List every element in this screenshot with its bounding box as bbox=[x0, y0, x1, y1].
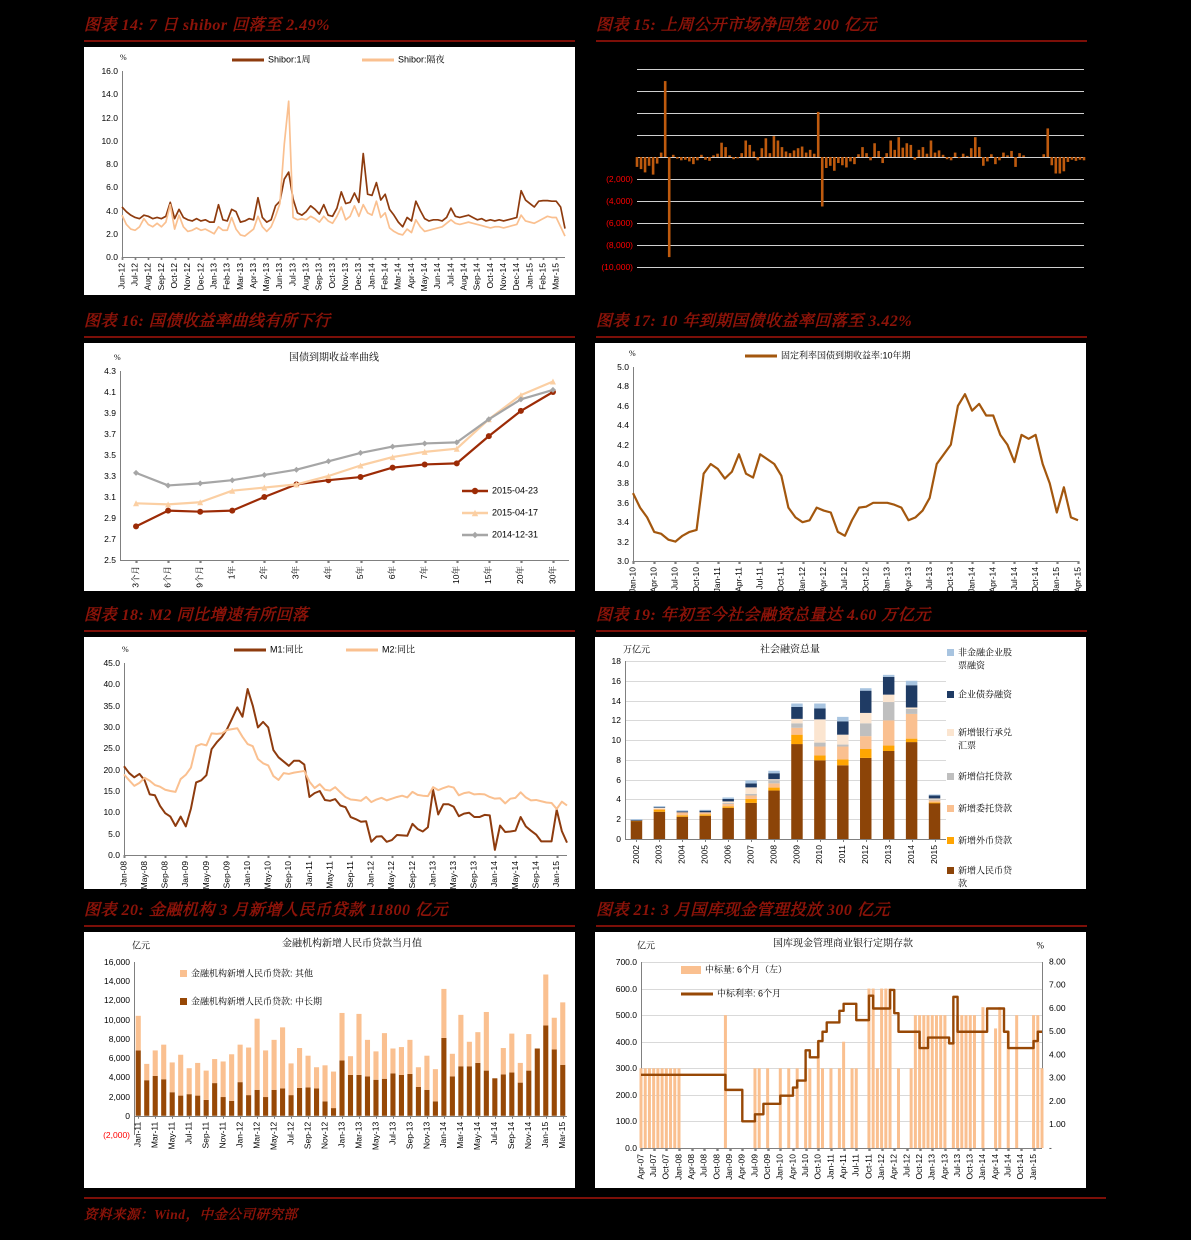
figure-19-title: 图表 19: 年初至今社会融资总量达 4.60 万亿元 bbox=[596, 607, 931, 624]
figure-19-chart-canvas bbox=[595, 637, 1086, 889]
figure-16-chart-canvas bbox=[84, 343, 575, 591]
figure-14-underline bbox=[84, 40, 575, 42]
figure-19-underline bbox=[596, 630, 1087, 632]
figure-21-underline bbox=[596, 925, 1087, 927]
figure-18-title: 图表 18: M2 同比增速有所回落 bbox=[84, 607, 309, 624]
figure-15-chart-canvas bbox=[595, 47, 1086, 295]
figure-20-underline bbox=[84, 925, 575, 927]
figure-16-title: 图表 16: 国债收益率曲线有所下行 bbox=[84, 313, 331, 330]
figure-14-chart-canvas bbox=[84, 47, 575, 295]
figure-20-title: 图表 20: 金融机构 3 月新增人民币贷款 11800 亿元 bbox=[84, 902, 448, 919]
figure-15-title: 图表 15: 上周公开市场净回笼 200 亿元 bbox=[596, 17, 877, 34]
figure-17-underline bbox=[596, 336, 1087, 338]
figure-14-title: 图表 14: 7 日 shibor 回落至 2.49% bbox=[84, 17, 330, 34]
figure-21-chart-canvas bbox=[595, 932, 1086, 1188]
figure-16-underline bbox=[84, 336, 575, 338]
figure-17-title: 图表 17: 10 年到期国债收益率回落至 3.42% bbox=[596, 313, 913, 330]
footer-divider bbox=[84, 1197, 1106, 1199]
figure-18-chart-canvas bbox=[84, 637, 575, 889]
figure-20-chart-canvas bbox=[84, 932, 575, 1188]
figure-18-underline bbox=[84, 630, 575, 632]
data-source-note: 资料来源：Wind，中金公司研究部 bbox=[84, 1207, 298, 1222]
figure-21-title: 图表 21: 3 月国库现金管理投放 300 亿元 bbox=[596, 902, 890, 919]
figure-15-underline bbox=[596, 40, 1087, 42]
figure-17-chart-canvas bbox=[595, 343, 1086, 591]
